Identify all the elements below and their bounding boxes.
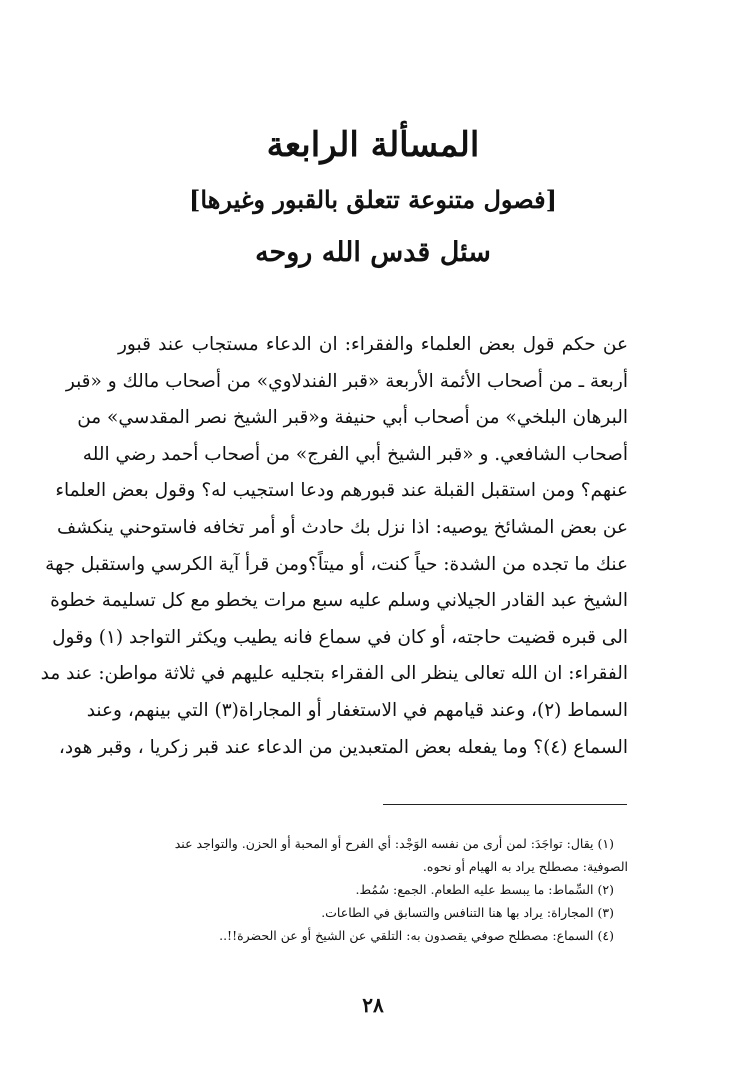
footnote-1 [118, 832, 628, 878]
footnote-line: الصوفية: مصطلح يراد به الهيام أو نحوه. [422, 859, 628, 874]
footnote-line: (٤) السماع: مصطلح صوفي يقصدون به: التلقي عن الشيخ أو عن الحضرة!!.. [219, 928, 614, 943]
body-line: الى قبره قضيت حاجته، أو كان في سماع فانه يطيب ويكثر التواجد (١) وقول [52, 626, 628, 648]
page-number: ٢٨ [362, 993, 384, 1017]
footnotes [118, 832, 628, 947]
footnote-separator [383, 804, 627, 805]
footnote-4 [118, 924, 628, 947]
body-line: عن بعض المشائخ يوصيه: اذا نزل بك حادث أو أمر تخافه فاستوحني ينكشف [56, 516, 628, 538]
body-line: السماع (٤)؟ وما يفعله بعض المتعبدين من الدعاء عند قبر زكريا ، وقبر هود، [58, 736, 628, 758]
body-line: الشيخ عبد القادر الجيلاني وسلم عليه سبع مرات يخطو مع كل تسليمة خطوة [50, 590, 628, 612]
chapter-subtitle: [فصول متنوعة تتعلق بالقبور وغيرها] [189, 185, 557, 214]
body-line: الفقراء: ان الله تعالى ينظر الى الفقراء بتجليه عليهم في ثلاثة مواطن: عند مد [40, 663, 628, 685]
body-line: أربعة ـ من أصحاب الأئمة الأربعة «قبر الفندلاوي» من أصحاب مالك و «قبر [65, 370, 628, 392]
body-line: عن حكم قول بعض العلماء والفقراء: ان الدعاء مستجاب عند قبور [118, 334, 628, 355]
body-line: عنهم؟ ومن استقبل القبلة عند قبورهم ودعا استجيب له؟ وقول بعض العلماء [55, 480, 628, 502]
body-line: عنك ما تجده من الشدة: حياً كنت، أو ميتاً؟ومن قرأ آية الكرسي واستقبل جهة [45, 553, 628, 575]
chapter-title: المسألة الرابعة [266, 125, 480, 165]
footnote-3 [118, 901, 628, 924]
chapter-invocation: سئل قدس الله روحه [255, 237, 491, 268]
body-line: البرهان البلخي» من أصحاب أبي حنيفة و«قبر الشيخ نصر المقدسي» من [77, 407, 628, 429]
body-paragraph [40, 327, 628, 766]
footnote-line: (٣) المجاراة: يراد بها هنا التنافس والتسابق في الطاعات. [321, 905, 614, 920]
body-line: أصحاب الشافعي. و «قبر الشيخ أبي الفرج» من أصحاب أحمد رضي الله [82, 443, 628, 465]
footnote-line: (١) يقال: تواجَدَ: لمن أرى من نفسه الوَجْد: أي الفرح أو المحبة أو الحزن. والتواجد عند [174, 836, 614, 851]
footnote-line: (٢) السِّماط: ما يبسط عليه الطعام. الجمع: سُمُط. [355, 882, 614, 897]
body-line: السماط (٢)، وعند قيامهم في الاستغفار أو المجاراة(٣) التي بينهم، وعند [86, 699, 628, 721]
footnote-2 [118, 878, 628, 901]
